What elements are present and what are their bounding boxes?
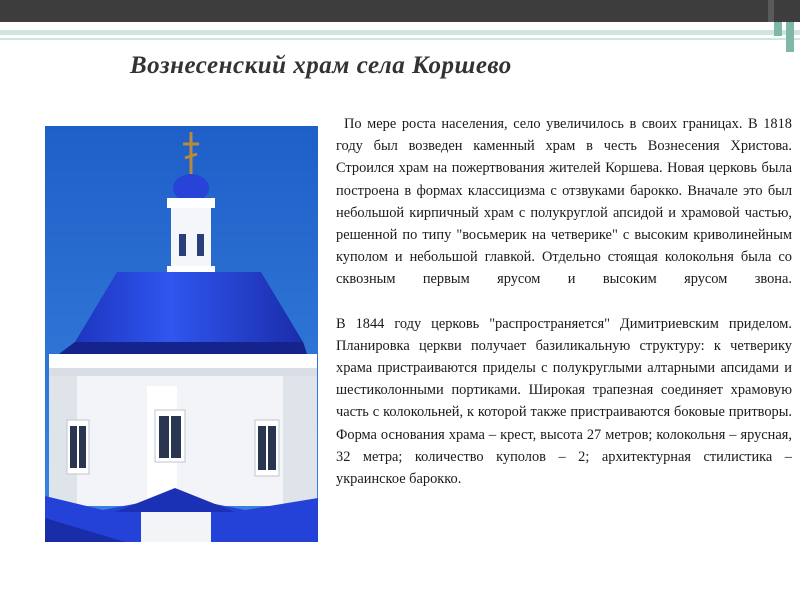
header-divider [768, 0, 774, 22]
small-dome [173, 174, 209, 202]
decorative-stripe [0, 30, 800, 35]
paragraph: В 1844 году церковь "распространяется" Димитриевским приделом. Планировка церкви получает базиликальную структуру: к четверику храма пристраиваются приделы с полукруглыми алтарными апсидами и шестиколонными портиками. Широкая трапезная соединяет храмовую часть с колокольней, к которой также пристраиваются боковые притворы. Форма основания храма – крест, высота 27 метров; колокольня – ярусная, 32 метра; количество куполов – 2; архитектурная стилистика – украинское барокко. [336, 315, 792, 488]
slide-title: Вознесенский храм села Коршево [130, 52, 512, 79]
decorative-stripe-thin [0, 38, 800, 40]
article-body [336, 113, 792, 490]
window-icon [155, 410, 185, 462]
header-bar [0, 0, 800, 22]
accent-block [786, 22, 794, 52]
church-photo [45, 126, 318, 542]
drum [171, 208, 211, 268]
accent-block [774, 22, 782, 36]
paragraph: По мере роста населения, село увеличилось в своих границах. В 1818 году был возведен каменный храм в честь Вознесения Христова. Строился храм на пожертвования жителей Коршева. Новая церковь была построена в формах классицизма с отзвуками барокко. Вначале это был небольшой кирпичный храм с полукруглой апсидой и храмовой частью, решенной по типу "восьмерик на четверике" с высоким криволинейным куполом и небольшой главкой. Отдельно стоящая колокольня была со сквозным первым ярусом и высоким ярусом звона. [336, 116, 792, 288]
cornice [49, 354, 317, 368]
